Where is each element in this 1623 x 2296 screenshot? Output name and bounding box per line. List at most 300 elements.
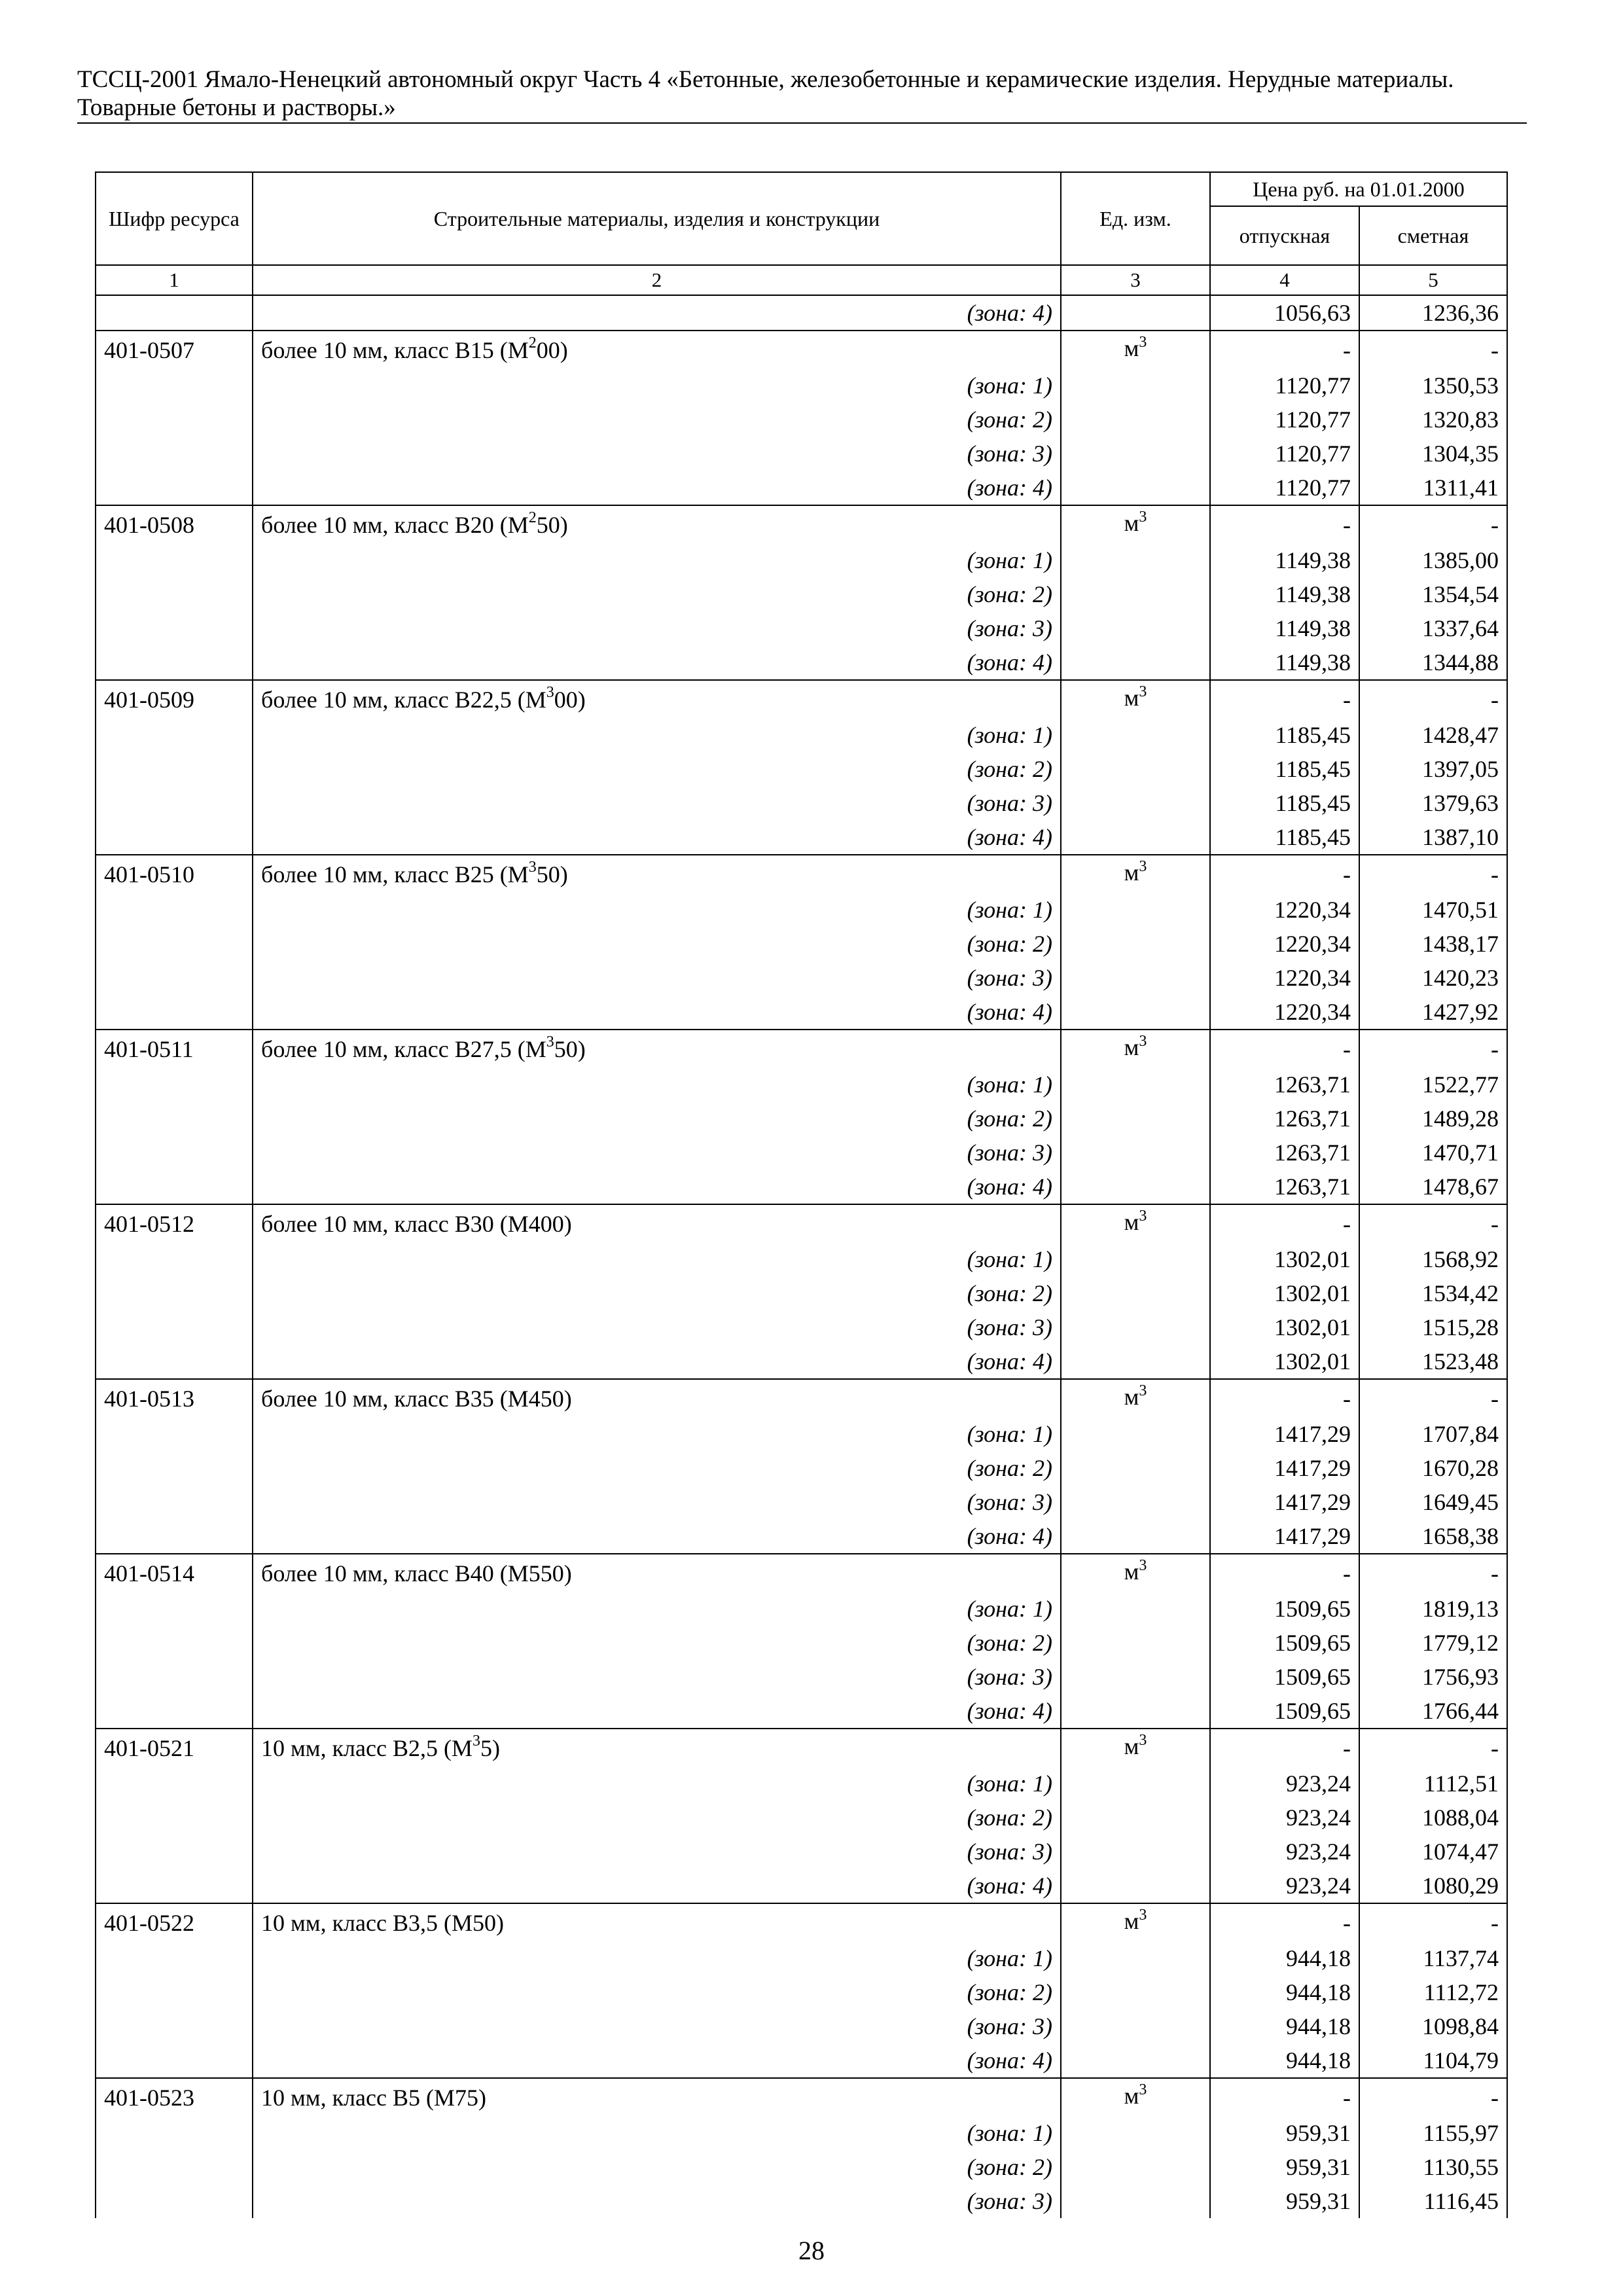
cell-unit [1061,1729,1210,1767]
cell-name [253,1379,1061,1417]
cell-release-price: 944,18 [1210,2043,1359,2078]
cell-release-price: 944,18 [1210,1975,1359,2009]
zone-row [96,1835,1507,1869]
name-text: 10 мм, класс В3,5 (М50) [261,1909,504,1936]
cell-release-price: 959,31 [1210,2184,1359,2218]
cell-unit [1061,1941,1210,1975]
cell-zone: (зона: 3) [253,1310,1061,1344]
cell-release-price: - [1210,1379,1359,1417]
cell-estimate-price: 1354,54 [1359,577,1507,611]
zone-row [96,1660,1507,1694]
cell-release-price: 1220,34 [1210,995,1359,1030]
zone-row [96,1626,1507,1660]
cell-zone: (зона: 4) [253,471,1061,505]
cell-name [253,1204,1061,1242]
unit-superscript: 3 [1139,1382,1147,1399]
cell-code [96,577,253,611]
cell-release-price: 1185,45 [1210,820,1359,855]
cell-estimate-price: 1756,93 [1359,1660,1507,1694]
name-text: более 10 мм, класс В20 (М [261,511,529,538]
cell-release-price: 1120,77 [1210,403,1359,437]
unit-text: м [1124,1384,1139,1410]
zone-row [96,820,1507,855]
cell-zone: (зона: 2) [253,2150,1061,2184]
cell-unit [1061,1626,1210,1660]
cell-unit [1061,752,1210,786]
cell-code: 401-0510 [96,855,253,893]
cell-unit [1061,403,1210,437]
name-text: более 10 мм, класс В40 (М550) [261,1560,572,1587]
cell-code [96,820,253,855]
col-number-2: 2 [253,265,1061,295]
cell-code: 401-0512 [96,1204,253,1242]
zone-row [96,1102,1507,1136]
cell-estimate-price: 1104,79 [1359,2043,1507,2078]
cell-code: 401-0522 [96,1903,253,1941]
cell-estimate-price: 1344,88 [1359,645,1507,680]
cell-estimate-price: 1337,64 [1359,611,1507,645]
cell-code [96,961,253,995]
cell-code [96,1694,253,1729]
resource-row [96,1729,1507,1767]
cell-code [96,1344,253,1379]
page-number: 28 [798,2236,825,2265]
cell-unit [1061,2009,1210,2043]
cell-estimate-price: - [1359,1729,1507,1767]
cell-unit [1061,1554,1210,1592]
cell-unit [1061,2078,1210,2116]
zone-row [96,1451,1507,1485]
cell-unit [1061,961,1210,995]
cell-estimate-price: 1088,04 [1359,1801,1507,1835]
cell-zone: (зона: 2) [253,1451,1061,1485]
unit-text: м [1124,2083,1139,2109]
cell-unit [1061,368,1210,403]
zone-row [96,1767,1507,1801]
cell-release-price: 1149,38 [1210,543,1359,577]
cell-zone: (зона: 3) [253,611,1061,645]
cell-zone: (зона: 3) [253,961,1061,995]
cell-release-price: - [1210,1554,1359,1592]
unit-text: м [1124,335,1139,361]
cell-unit [1061,471,1210,505]
cell-estimate-price: 1427,92 [1359,995,1507,1030]
cell-estimate-price: 1420,23 [1359,961,1507,995]
cell-unit [1061,1694,1210,1729]
cell-release-price: - [1210,855,1359,893]
cell-unit [1061,611,1210,645]
unit-text: м [1124,1034,1139,1060]
resource-row [96,855,1507,893]
cell-code [96,295,253,331]
cell-release-price: 1220,34 [1210,927,1359,961]
cell-zone: (зона: 4) [253,1869,1061,1903]
name-superscript: 3 [472,1732,480,1749]
unit-superscript: 3 [1139,1907,1147,1924]
cell-unit [1061,2150,1210,2184]
cell-unit [1061,577,1210,611]
cell-zone: (зона: 1) [253,1417,1061,1451]
cell-estimate-price: 1311,41 [1359,471,1507,505]
cell-estimate-price: - [1359,1379,1507,1417]
cell-code [96,1592,253,1626]
cell-code [96,1660,253,1694]
zone-row [96,645,1507,680]
cell-name [253,505,1061,543]
cell-zone: (зона: 3) [253,2184,1061,2218]
cell-estimate-price: 1236,36 [1359,295,1507,331]
cell-unit [1061,1379,1210,1417]
resource-row [96,331,1507,368]
cell-estimate-price: 1098,84 [1359,2009,1507,2043]
cell-code [96,1975,253,2009]
cell-code [96,471,253,505]
cell-estimate-price: 1350,53 [1359,368,1507,403]
unit-text: м [1124,510,1139,536]
cell-estimate-price: 1779,12 [1359,1626,1507,1660]
cell-unit [1061,855,1210,893]
header-line-1: ТССЦ-2001 Ямало-Ненецкий автономный округ Часть 4 «Бетонные, железобетонные и керамические изделия. Нерудные материалы. [77,66,1454,93]
unit-superscript: 3 [1139,2081,1147,2098]
cell-estimate-price: 1130,55 [1359,2150,1507,2184]
zone-row [96,752,1507,786]
cell-zone: (зона: 2) [253,752,1061,786]
cell-estimate-price: 1080,29 [1359,1869,1507,1903]
cell-name [253,680,1061,718]
name-superscript: 3 [546,683,554,701]
name-text: более 10 мм, класс В15 (М [261,336,529,363]
zone-row [96,2184,1507,2218]
page-header [77,65,1524,122]
cell-zone: (зона: 3) [253,1136,1061,1170]
cell-code [96,1417,253,1451]
cell-unit [1061,2043,1210,2078]
zone-row [96,543,1507,577]
cell-release-price: 1149,38 [1210,645,1359,680]
cell-zone: (зона: 4) [253,295,1061,331]
resource-row [96,1379,1507,1417]
zone-row [96,2150,1507,2184]
cell-code [96,1242,253,1276]
cell-zone: (зона: 1) [253,543,1061,577]
cell-release-price: 1120,77 [1210,471,1359,505]
cell-estimate-price: 1470,51 [1359,893,1507,927]
name-text: более 10 мм, класс В30 (М400) [261,1210,572,1237]
cell-estimate-price: 1522,77 [1359,1067,1507,1102]
cell-zone: (зона: 2) [253,1801,1061,1835]
zone-row [96,2116,1507,2150]
zone-row [96,1592,1507,1626]
cell-zone: (зона: 2) [253,403,1061,437]
resource-row [96,1903,1507,1941]
col-number-3: 3 [1061,265,1210,295]
cell-release-price: 1185,45 [1210,718,1359,752]
zone-row [96,403,1507,437]
cell-code [96,1102,253,1136]
cell-release-price: 1302,01 [1210,1310,1359,1344]
cell-release-price: 1302,01 [1210,1276,1359,1310]
name-superscript: 3 [528,858,537,876]
cell-estimate-price: 1523,48 [1359,1344,1507,1379]
cell-estimate-price: 1387,10 [1359,820,1507,855]
cell-release-price: 944,18 [1210,2009,1359,2043]
cell-code [96,1310,253,1344]
cell-code [96,611,253,645]
cell-code: 401-0508 [96,505,253,543]
col-number-4: 4 [1210,265,1359,295]
cell-zone: (зона: 4) [253,1170,1061,1204]
cell-code [96,1626,253,1660]
cell-release-price: 1417,29 [1210,1485,1359,1519]
zone-row [96,1869,1507,1903]
zone-row [96,437,1507,471]
cell-code [96,1451,253,1485]
cell-code: 401-0507 [96,331,253,368]
unit-text: м [1124,859,1139,886]
cell-unit [1061,893,1210,927]
cell-unit [1061,718,1210,752]
cell-unit [1061,1975,1210,2009]
resource-row [96,505,1507,543]
col-header-name: Строительные материалы, изделия и конструкции [253,172,1061,265]
cell-unit [1061,2184,1210,2218]
name-text-end: 50) [554,1035,586,1062]
name-text-end: 50) [536,861,568,888]
cell-estimate-price: 1397,05 [1359,752,1507,786]
zone-row [96,1344,1507,1379]
cell-release-price: 1149,38 [1210,577,1359,611]
cell-code [96,752,253,786]
cell-unit [1061,437,1210,471]
cell-code [96,543,253,577]
col-number-1: 1 [96,265,253,295]
carry-over-row [96,295,1507,331]
cell-code [96,893,253,927]
cell-name [253,1554,1061,1592]
cell-estimate-price: 1819,13 [1359,1592,1507,1626]
cell-release-price: 1417,29 [1210,1519,1359,1554]
cell-release-price: 944,18 [1210,1941,1359,1975]
cell-zone: (зона: 2) [253,1626,1061,1660]
cell-unit [1061,927,1210,961]
cell-zone: (зона: 2) [253,577,1061,611]
cell-zone: (зона: 1) [253,893,1061,927]
col-header-release: отпускная [1210,206,1359,265]
zone-row [96,368,1507,403]
cell-zone: (зона: 4) [253,820,1061,855]
cell-code [96,1519,253,1554]
cell-code [96,2184,253,2218]
zone-row [96,893,1507,927]
zone-row [96,2009,1507,2043]
cell-release-price: 959,31 [1210,2150,1359,2184]
cell-release-price: - [1210,1903,1359,1941]
cell-name [253,2078,1061,2116]
cell-estimate-price: 1155,97 [1359,2116,1507,2150]
cell-release-price: 1302,01 [1210,1242,1359,1276]
cell-code: 401-0509 [96,680,253,718]
zone-row [96,1170,1507,1204]
unit-text: м [1124,685,1139,711]
cell-code [96,995,253,1030]
cell-unit [1061,645,1210,680]
cell-release-price: 1417,29 [1210,1417,1359,1451]
cell-zone: (зона: 2) [253,1975,1061,2009]
cell-zone: (зона: 2) [253,1276,1061,1310]
zone-row [96,1136,1507,1170]
cell-code: 401-0521 [96,1729,253,1767]
cell-release-price: 1417,29 [1210,1451,1359,1485]
cell-zone: (зона: 1) [253,718,1061,752]
zone-row [96,2043,1507,2078]
resource-row [96,2078,1507,2116]
cell-unit [1061,1136,1210,1170]
cell-code [96,1767,253,1801]
cell-code [96,437,253,471]
cell-estimate-price: - [1359,1204,1507,1242]
cell-unit [1061,1344,1210,1379]
cell-unit [1061,1835,1210,1869]
unit-superscript: 3 [1139,1208,1147,1225]
cell-zone: (зона: 4) [253,1694,1061,1729]
cell-estimate-price: 1112,51 [1359,1767,1507,1801]
cell-release-price: 1509,65 [1210,1592,1359,1626]
cell-release-price: 1263,71 [1210,1170,1359,1204]
cell-zone: (зона: 1) [253,1592,1061,1626]
resource-row [96,680,1507,718]
resource-row [96,1030,1507,1067]
cell-unit [1061,1276,1210,1310]
zone-row [96,1310,1507,1344]
cell-zone: (зона: 3) [253,1485,1061,1519]
cell-estimate-price: - [1359,680,1507,718]
cell-release-price: 1263,71 [1210,1102,1359,1136]
col-header-estimate: сметная [1359,206,1507,265]
cell-code [96,1941,253,1975]
cell-release-price: 1185,45 [1210,752,1359,786]
zone-row [96,1067,1507,1102]
cell-zone: (зона: 4) [253,1519,1061,1554]
cell-name [253,855,1061,893]
cell-code [96,1170,253,1204]
header-rule [77,122,1527,124]
cell-release-price: 923,24 [1210,1869,1359,1903]
name-text-end: 5) [480,1734,500,1761]
cell-release-price: 923,24 [1210,1767,1359,1801]
cell-release-price: 1120,77 [1210,437,1359,471]
cell-zone: (зона: 4) [253,645,1061,680]
cell-code [96,2150,253,2184]
resource-row [96,1204,1507,1242]
cell-zone: (зона: 1) [253,1767,1061,1801]
cell-zone: (зона: 3) [253,2009,1061,2043]
zone-row [96,1485,1507,1519]
cell-unit [1061,680,1210,718]
cell-estimate-price: 1707,84 [1359,1417,1507,1451]
cell-code [96,1136,253,1170]
cell-estimate-price: 1320,83 [1359,403,1507,437]
cell-estimate-price: 1470,71 [1359,1136,1507,1170]
cell-estimate-price: 1385,00 [1359,543,1507,577]
zone-row [96,1519,1507,1554]
cell-release-price: - [1210,1729,1359,1767]
zone-row [96,995,1507,1030]
cell-unit [1061,1242,1210,1276]
cell-estimate-price: 1489,28 [1359,1102,1507,1136]
cell-name [253,331,1061,368]
cell-release-price: - [1210,331,1359,368]
cell-unit [1061,1592,1210,1626]
cell-zone: (зона: 1) [253,368,1061,403]
name-superscript: 2 [528,509,537,526]
name-text: более 10 мм, класс В25 (М [261,861,529,888]
cell-code: 401-0513 [96,1379,253,1417]
name-text: более 10 мм, класс В22,5 (М [261,686,546,713]
name-text: более 10 мм, класс В35 (М450) [261,1385,572,1412]
zone-row [96,718,1507,752]
cell-release-price: - [1210,2078,1359,2116]
cell-estimate-price: - [1359,2078,1507,2116]
cell-zone: (зона: 4) [253,1344,1061,1379]
cell-code [96,1485,253,1519]
zone-row [96,1801,1507,1835]
name-text-end: 00) [536,336,568,363]
unit-superscript: 3 [1139,1557,1147,1574]
cell-zone: (зона: 1) [253,2116,1061,2150]
name-superscript: 3 [546,1033,554,1050]
cell-release-price: 1509,65 [1210,1660,1359,1694]
header-line-2: Товарные бетоны и растворы.» [77,94,396,121]
unit-superscript: 3 [1139,858,1147,875]
name-text: 10 мм, класс В2,5 (М [261,1734,473,1761]
cell-code [96,927,253,961]
col-number-5: 5 [1359,265,1507,295]
cell-estimate-price: 1478,67 [1359,1170,1507,1204]
cell-unit [1061,1903,1210,1941]
cell-code: 401-0514 [96,1554,253,1592]
cell-release-price: 1263,71 [1210,1067,1359,1102]
cell-zone: (зона: 2) [253,1102,1061,1136]
cell-zone: (зона: 4) [253,2043,1061,2078]
cell-code [96,1801,253,1835]
cell-release-price: 923,24 [1210,1801,1359,1835]
cell-unit [1061,295,1210,331]
cell-release-price: 1120,77 [1210,368,1359,403]
unit-text: м [1124,1733,1139,1759]
cell-code [96,1276,253,1310]
cell-estimate-price: 1438,17 [1359,927,1507,961]
cell-code [96,403,253,437]
cell-unit [1061,1102,1210,1136]
cell-release-price: 959,31 [1210,2116,1359,2150]
cell-code: 401-0511 [96,1030,253,1067]
name-superscript: 2 [528,334,537,351]
cell-code [96,2116,253,2150]
cell-unit [1061,1519,1210,1554]
cell-estimate-price: 1137,74 [1359,1941,1507,1975]
cell-unit [1061,1451,1210,1485]
unit-superscript: 3 [1139,683,1147,700]
zone-row [96,1417,1507,1451]
cell-unit [1061,1067,1210,1102]
cell-estimate-price: 1379,63 [1359,786,1507,820]
cell-code [96,718,253,752]
cell-zone: (зона: 3) [253,786,1061,820]
cell-unit [1061,1204,1210,1242]
cell-release-price: 1056,63 [1210,295,1359,331]
cell-code [96,1869,253,1903]
cell-code [96,2043,253,2078]
